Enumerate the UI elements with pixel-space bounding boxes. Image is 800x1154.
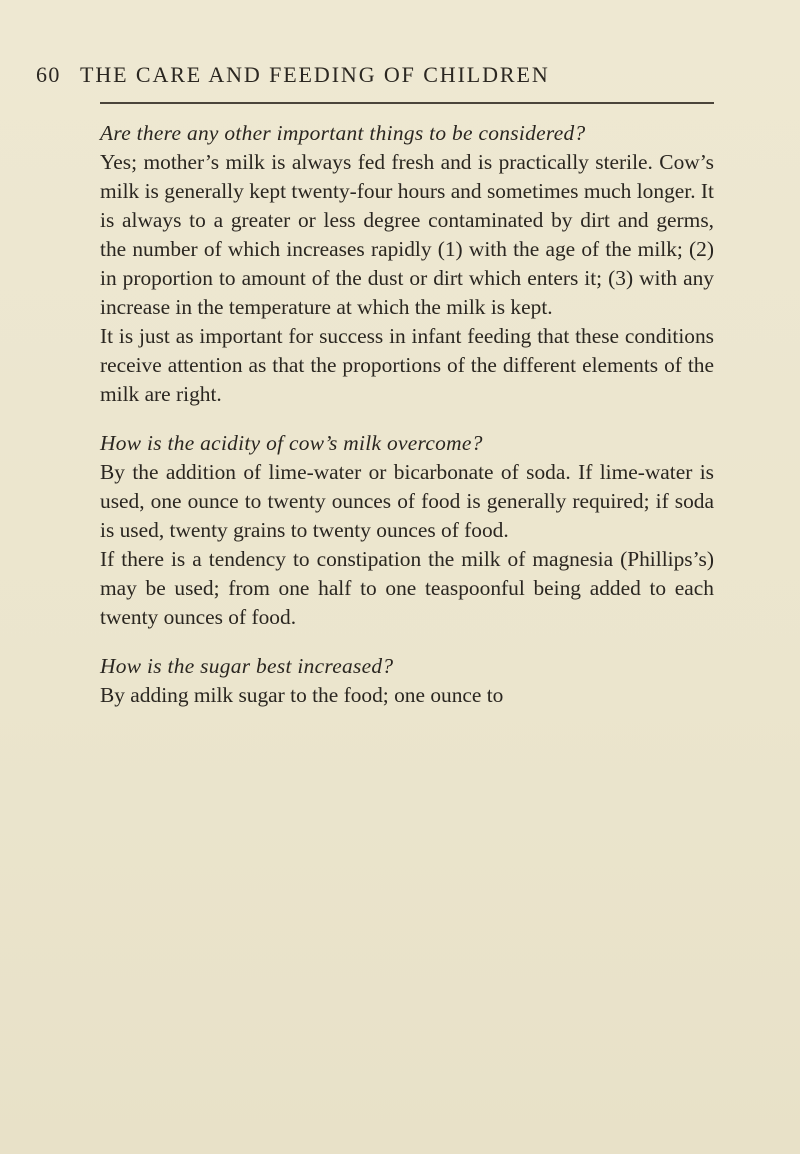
question-heading: How is the acidity of cow’s milk overcome? xyxy=(100,431,483,455)
page-number: 60 xyxy=(36,62,61,87)
running-title: THE CARE AND FEEDING OF CHILDREN xyxy=(80,62,550,87)
paragraph: By the addition of lime-water or bicarbonate of soda. If lime-water is used, one ounce to twenty ounces of food is generally required; if soda is used, twenty grains to twenty ounces of food. xyxy=(100,460,714,542)
question-heading: How is the sugar best increased? xyxy=(100,654,394,678)
paragraph: If there is a tendency to constipation the milk of magnesia (Phillips’s) may be used; from one half to one teaspoonful being added to each twenty ounces of food. xyxy=(100,547,714,629)
body-text xyxy=(100,119,714,710)
question-heading: Are there any other important things to be considered? xyxy=(100,121,586,145)
paragraph: By adding milk sugar to the food; one ounce to xyxy=(100,683,504,707)
paragraph: Yes; mother’s milk is always fed fresh and is practically sterile. Cow’s milk is generally kept twenty-four hours and sometimes much longer. It is always to a greater or less degree contaminated by dirt and germs, the number of which increases rapidly (1) with the age of the milk; (2) in proportion to amount of the dust or dirt which enters it; (3) with any increase in the temperature at which the milk is kept. xyxy=(100,150,714,319)
paragraph: It is just as important for success in infant feeding that these conditions receive attention as that the proportions of the different elements of the milk are right. xyxy=(100,324,714,406)
header-rule xyxy=(100,102,714,104)
running-head xyxy=(36,58,716,94)
